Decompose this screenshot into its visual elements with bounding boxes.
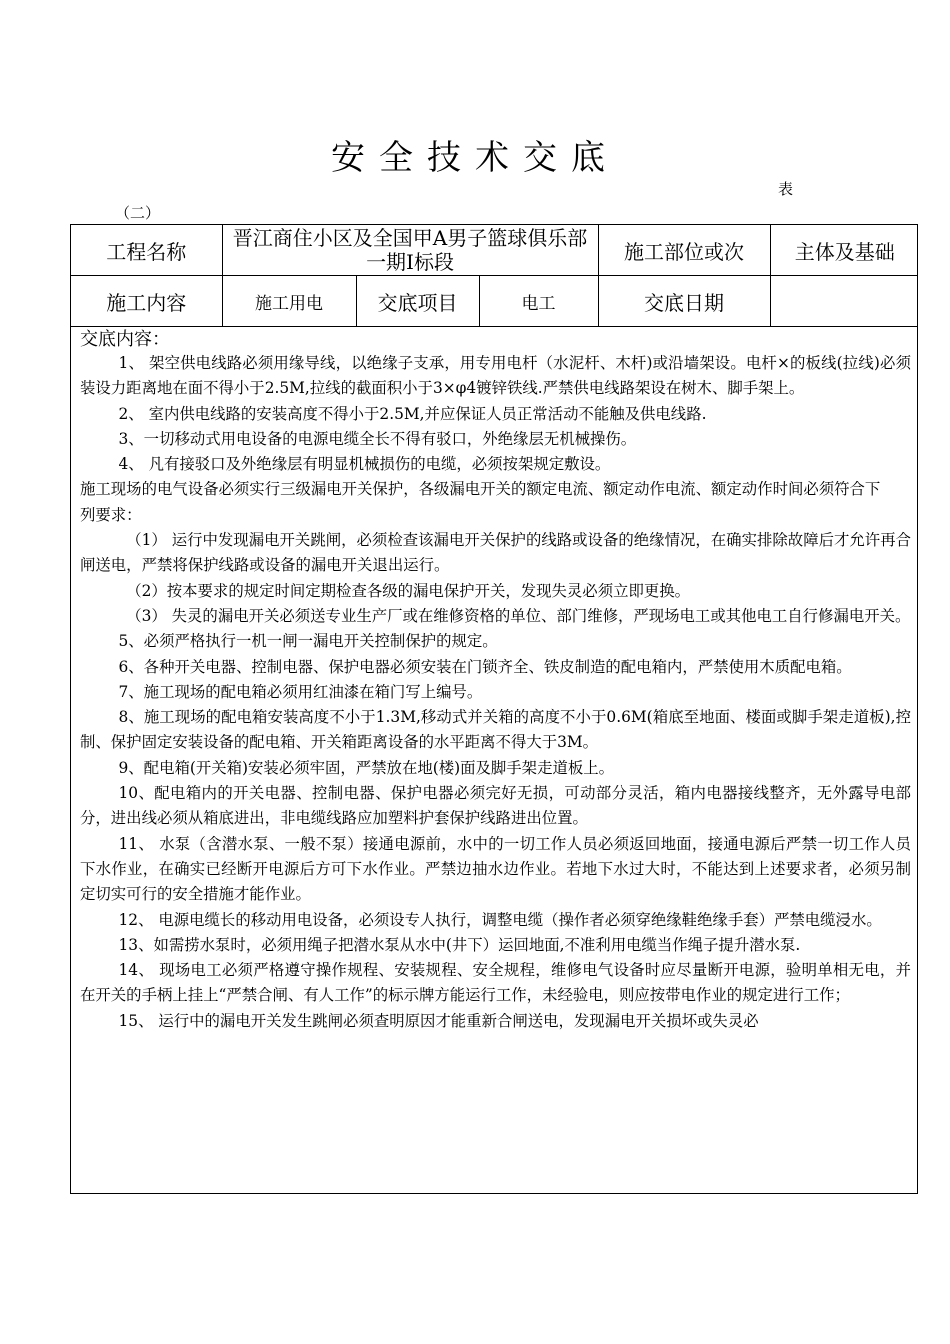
header-table xyxy=(71,225,918,327)
paragraph: 11、 水泵（含潜水泵、一般不泵）接通电源前，水中的一切工作人员必须返回地面，接通电源后严禁一切工作人员下水作业，在确实已经断开电源后方可下水作业。严禁边抽水边作业。若地下水过大时，不能达到上述要求者，必须另制定切实可行的安全措施才能作业。 xyxy=(80,834,911,904)
paragraph: 列要求： xyxy=(80,505,142,524)
paragraph: 13、如需捞水泵时，必须用绳子把潜水泵从水中(井下）运回地面,不准利用电缆当作绳子提升潜水泵. xyxy=(118,935,801,954)
item-value: 电工 xyxy=(479,276,598,327)
paragraph: 8、施工现场的配电箱安装高度不小于1.3M,移动式并关箱的高度不小于0.6M(箱底至地面、楼面或脚手架走道板),控制、保护固定安装设备的配电箱、开关箱距离设备的水平距离不得大于3M。 xyxy=(80,708,911,752)
paragraph: 2、 室内供电线路的安装高度不得小于2.5M,并应保证人员正常活动不能触及供电线路. xyxy=(118,404,707,423)
content-value: 施工用电 xyxy=(222,276,356,327)
paragraph: （2）按本要求的规定时间定期检查各级的漏电保护开关，发现失灵必须立即更换。 xyxy=(126,581,691,600)
paragraph: 14、 现场电工必须严格遵守操作规程、安装规程、安全规程，维修电气设备时应尽量断开电源，验明单相无电，并在开关的手柄上挂上“严禁合闸、有人工作”的标示牌方能运行工作，未经验电，则应按带电作业的规定进行工作； xyxy=(80,961,911,1005)
paragraph: 3、一切移动式用电设备的电源电缆全长不得有驳口，外绝缘层无机械操伤。 xyxy=(118,429,637,448)
paragraph: 10、配电箱内的开关电器、控制电器、保护电器必须完好无损，可动部分灵活，箱内电器接线整齐，无外露导电部分，进出线必须从箱底进出，非电缆线路应加塑料护套保护线路进出位置。 xyxy=(80,784,911,828)
content-heading: 交底内容： xyxy=(80,329,170,350)
paragraph: 7、施工现场的配电箱必须用红油漆在箱门写上编号。 xyxy=(118,682,483,701)
project-name-value: 晋江商住小区及全国甲A男子篮球俱乐部一期Ⅰ标段 xyxy=(222,225,598,276)
paragraph: 4、 凡有接驳口及外绝缘层有明显机械损伤的电缆，必须按架规定敷设。 xyxy=(118,455,611,474)
content-label: 施工内容 xyxy=(71,276,222,327)
form-label-biao: 表 xyxy=(778,180,794,198)
project-name-label: 工程名称 xyxy=(71,225,222,276)
date-label: 交底日期 xyxy=(598,276,770,327)
part-value: 主体及基础 xyxy=(770,225,918,276)
paragraph: 5、必须严格执行一机一闸一漏电开关控制保护的规定。 xyxy=(118,632,498,651)
paragraph: 15、 运行中的漏电开关发生跳闸必须查明原因才能重新合闸送电，发现漏电开关损坏或失灵必 xyxy=(118,1011,759,1030)
disclosure-form xyxy=(70,224,918,1194)
paragraph: （3） 失灵的漏电开关必须送专业生产厂或在维修资格的单位、部门维修，严现场电工或其他电工自行修漏电开关。 xyxy=(126,606,911,625)
paragraph: （1） 运行中发现漏电开关跳闸，必须检查该漏电开关保护的线路或设备的绝缘情况，在确实排除故障后才允许再合闸送电，严禁将保护线路或设备的漏电开关退出运行。 xyxy=(80,531,911,575)
item-label: 交底项目 xyxy=(356,276,479,327)
paragraph: 1、 架空供电线路必须用缘导线，以绝缘子支承，用专用电杆（水泥杆、木杆)或沿墙架设。电杆×的板线(拉线)必须装设力距离地在面不得小于2.5M,拉线的截面积小于3×φ4镀锌铁线.严禁供电线路架设在树木、脚手架上。 xyxy=(80,354,911,398)
paragraph: 12、 电源电缆长的移动用电设备，必须设专人执行，调整电缆（操作者必须穿绝缘鞋绝缘手套）严禁电缆浸水。 xyxy=(118,910,882,929)
form-subtitle: （二） xyxy=(115,204,161,222)
date-value xyxy=(770,276,918,327)
document-title: 安全技术交底 xyxy=(331,138,619,178)
paragraph: 9、配电箱(开关箱)安装必须牢固，严禁放在地(楼)面及脚手架走道板上。 xyxy=(118,758,615,777)
part-label: 施工部位或次 xyxy=(598,225,770,276)
paragraph: 施工现场的电气设备必须实行三级漏电开关保护，各级漏电开关的额定电流、额定动作电流、额定动作时间必须符合下 xyxy=(80,480,881,499)
disclosure-content xyxy=(71,329,917,1034)
paragraph: 6、各种开关电器、控制电器、保护电器必须安装在门锁齐全、铁皮制造的配电箱内，严禁使用木质配电箱。 xyxy=(118,657,852,676)
